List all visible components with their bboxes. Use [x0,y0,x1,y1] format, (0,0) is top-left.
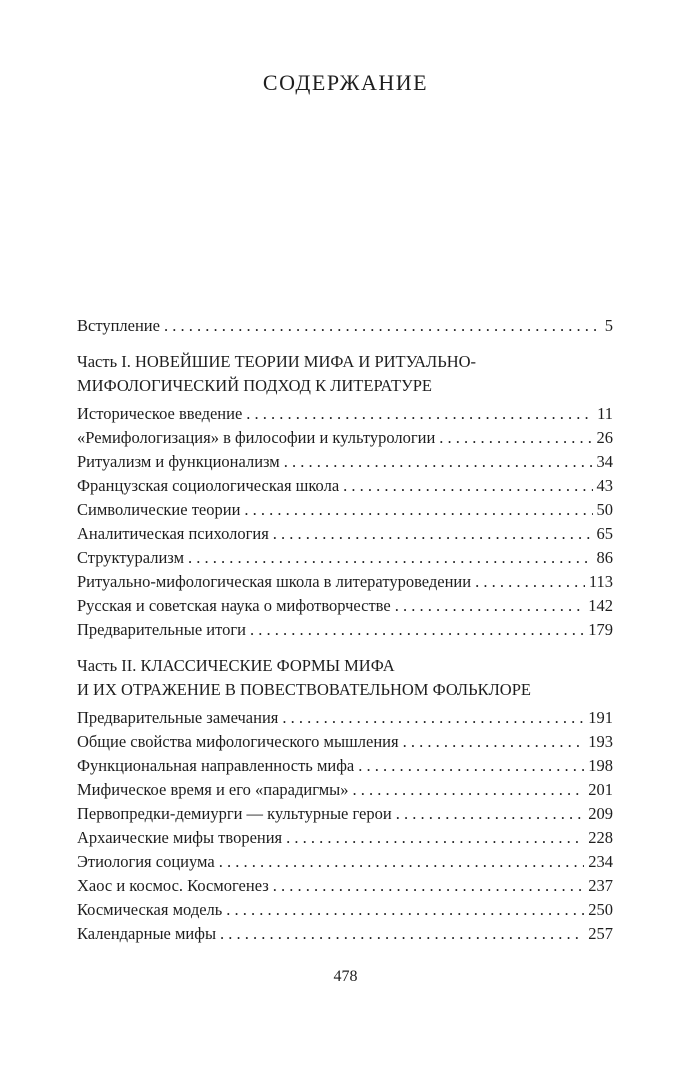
part-heading-line: Часть I. НОВЕЙШИЕ ТЕОРИИ МИФА И РИТУАЛЬНО- [77,352,477,371]
dot-leader [250,618,584,642]
toc-entry-label: Историческое введение [77,404,243,423]
part-heading-line: И ИХ ОТРАЖЕНИЕ В ПОВЕСТВОВАТЕЛЬНОМ ФОЛЬКЛОРЕ [77,680,531,699]
toc-entry-label: Ритуализм и функционализм [77,452,280,471]
toc-entry-page: 65 [596,524,613,543]
toc-entry [77,594,613,618]
toc-entry [77,570,613,594]
dot-leader [284,450,593,474]
toc-entry [77,730,613,754]
toc-entry [77,450,613,474]
part-heading-line: МИФОЛОГИЧЕСКИЙ ПОДХОД К ЛИТЕРАТУРЕ [77,376,433,395]
toc-entry-page: 113 [588,572,613,591]
toc-entry-label: Ритуально-мифологическая школа в литературоведении [77,572,472,591]
toc-entry-label: Первопредки-демиурги — культурные герои [77,804,392,823]
dot-leader [188,546,592,570]
toc-entry [77,706,613,730]
toc-entry-label: Архаические мифы творения [77,828,283,847]
toc-entry [77,898,613,922]
toc-entry-intro [77,314,613,338]
toc-entry-label: Символические теории [77,500,241,519]
toc-entry [77,874,613,898]
dot-leader [226,898,584,922]
toc-entry [77,778,613,802]
dot-leader [403,730,585,754]
dot-leader [475,570,585,594]
toc-entry-page: 11 [597,404,613,423]
toc-entry-page: 50 [596,500,613,519]
toc-entry [77,522,613,546]
dot-leader [220,922,584,946]
part-heading-2 [77,654,613,702]
toc-entry [77,498,613,522]
toc-entry-page: 179 [588,620,613,639]
dot-leader [396,802,585,826]
dot-leader [273,874,585,898]
part-heading-1 [77,350,613,398]
toc-entry [77,826,613,850]
dot-leader [164,314,601,338]
toc-entry-page: 228 [588,828,613,847]
dot-leader [439,426,592,450]
toc-entry-label: Хаос и космос. Космогенез [77,876,269,895]
toc-entry [77,402,613,426]
dot-leader [273,522,593,546]
page-number: 478 [333,968,358,985]
toc-entry-page: 26 [596,428,613,447]
toc-entry [77,922,613,946]
toc-entry-label: Французская социологическая школа [77,476,340,495]
dot-leader [358,754,584,778]
dot-leader [343,474,592,498]
toc-entry-page: 250 [588,900,613,919]
toc-entry-label: Календарные мифы [77,924,217,943]
page-title: СОДЕРЖАНИЕ [262,70,429,95]
toc-entry-label: Функциональная направленность мифа [77,756,355,775]
toc-entry-page: 201 [588,780,613,799]
dot-leader [395,594,585,618]
toc-entry-page: 234 [588,852,613,871]
toc-entry-label: Вступление [77,316,160,335]
toc-entry-label: Аналитическая психология [77,524,269,543]
toc-entry-page: 43 [596,476,613,495]
toc-entry [77,618,613,642]
toc-entry-label: Мифическое время и его «парадигмы» [77,780,349,799]
toc-entry-label: Общие свойства мифологического мышления [77,732,399,751]
toc-entry-label: Предварительные замечания [77,708,279,727]
toc-entry-page: 142 [588,596,613,615]
toc-entry-label: «Ремифологизация» в философии и культурологии [77,428,436,447]
dot-leader [353,778,585,802]
toc-entry [77,546,613,570]
toc-entry-page: 209 [588,804,613,823]
dot-leader [286,826,584,850]
table-of-contents [77,314,613,946]
toc-entry-page: 198 [588,756,613,775]
toc-entry-page: 86 [596,548,613,567]
toc-entry-label: Русская и советская наука о мифотворчестве [77,596,391,615]
dot-leader [282,706,584,730]
toc-entry [77,802,613,826]
dot-leader [244,498,592,522]
toc-entry-page: 237 [588,876,613,895]
toc-entry [77,754,613,778]
toc-entry [77,474,613,498]
toc-entry-label: Космическая модель [77,900,223,919]
toc-entry-label: Этиология социума [77,852,215,871]
toc-entry-page: 191 [588,708,613,727]
part-heading-line: Часть II. КЛАССИЧЕСКИЕ ФОРМЫ МИФА [77,656,395,675]
dot-leader [246,402,593,426]
dot-leader [219,850,585,874]
toc-entry-label: Предварительные итоги [77,620,246,639]
toc-entry-page: 257 [588,924,613,943]
toc-entry-page: 5 [604,316,613,335]
toc-entry-page: 193 [588,732,613,751]
toc-entry [77,850,613,874]
toc-entry [77,426,613,450]
toc-entry-page: 34 [596,452,613,471]
toc-entry-label: Структурализм [77,548,185,567]
